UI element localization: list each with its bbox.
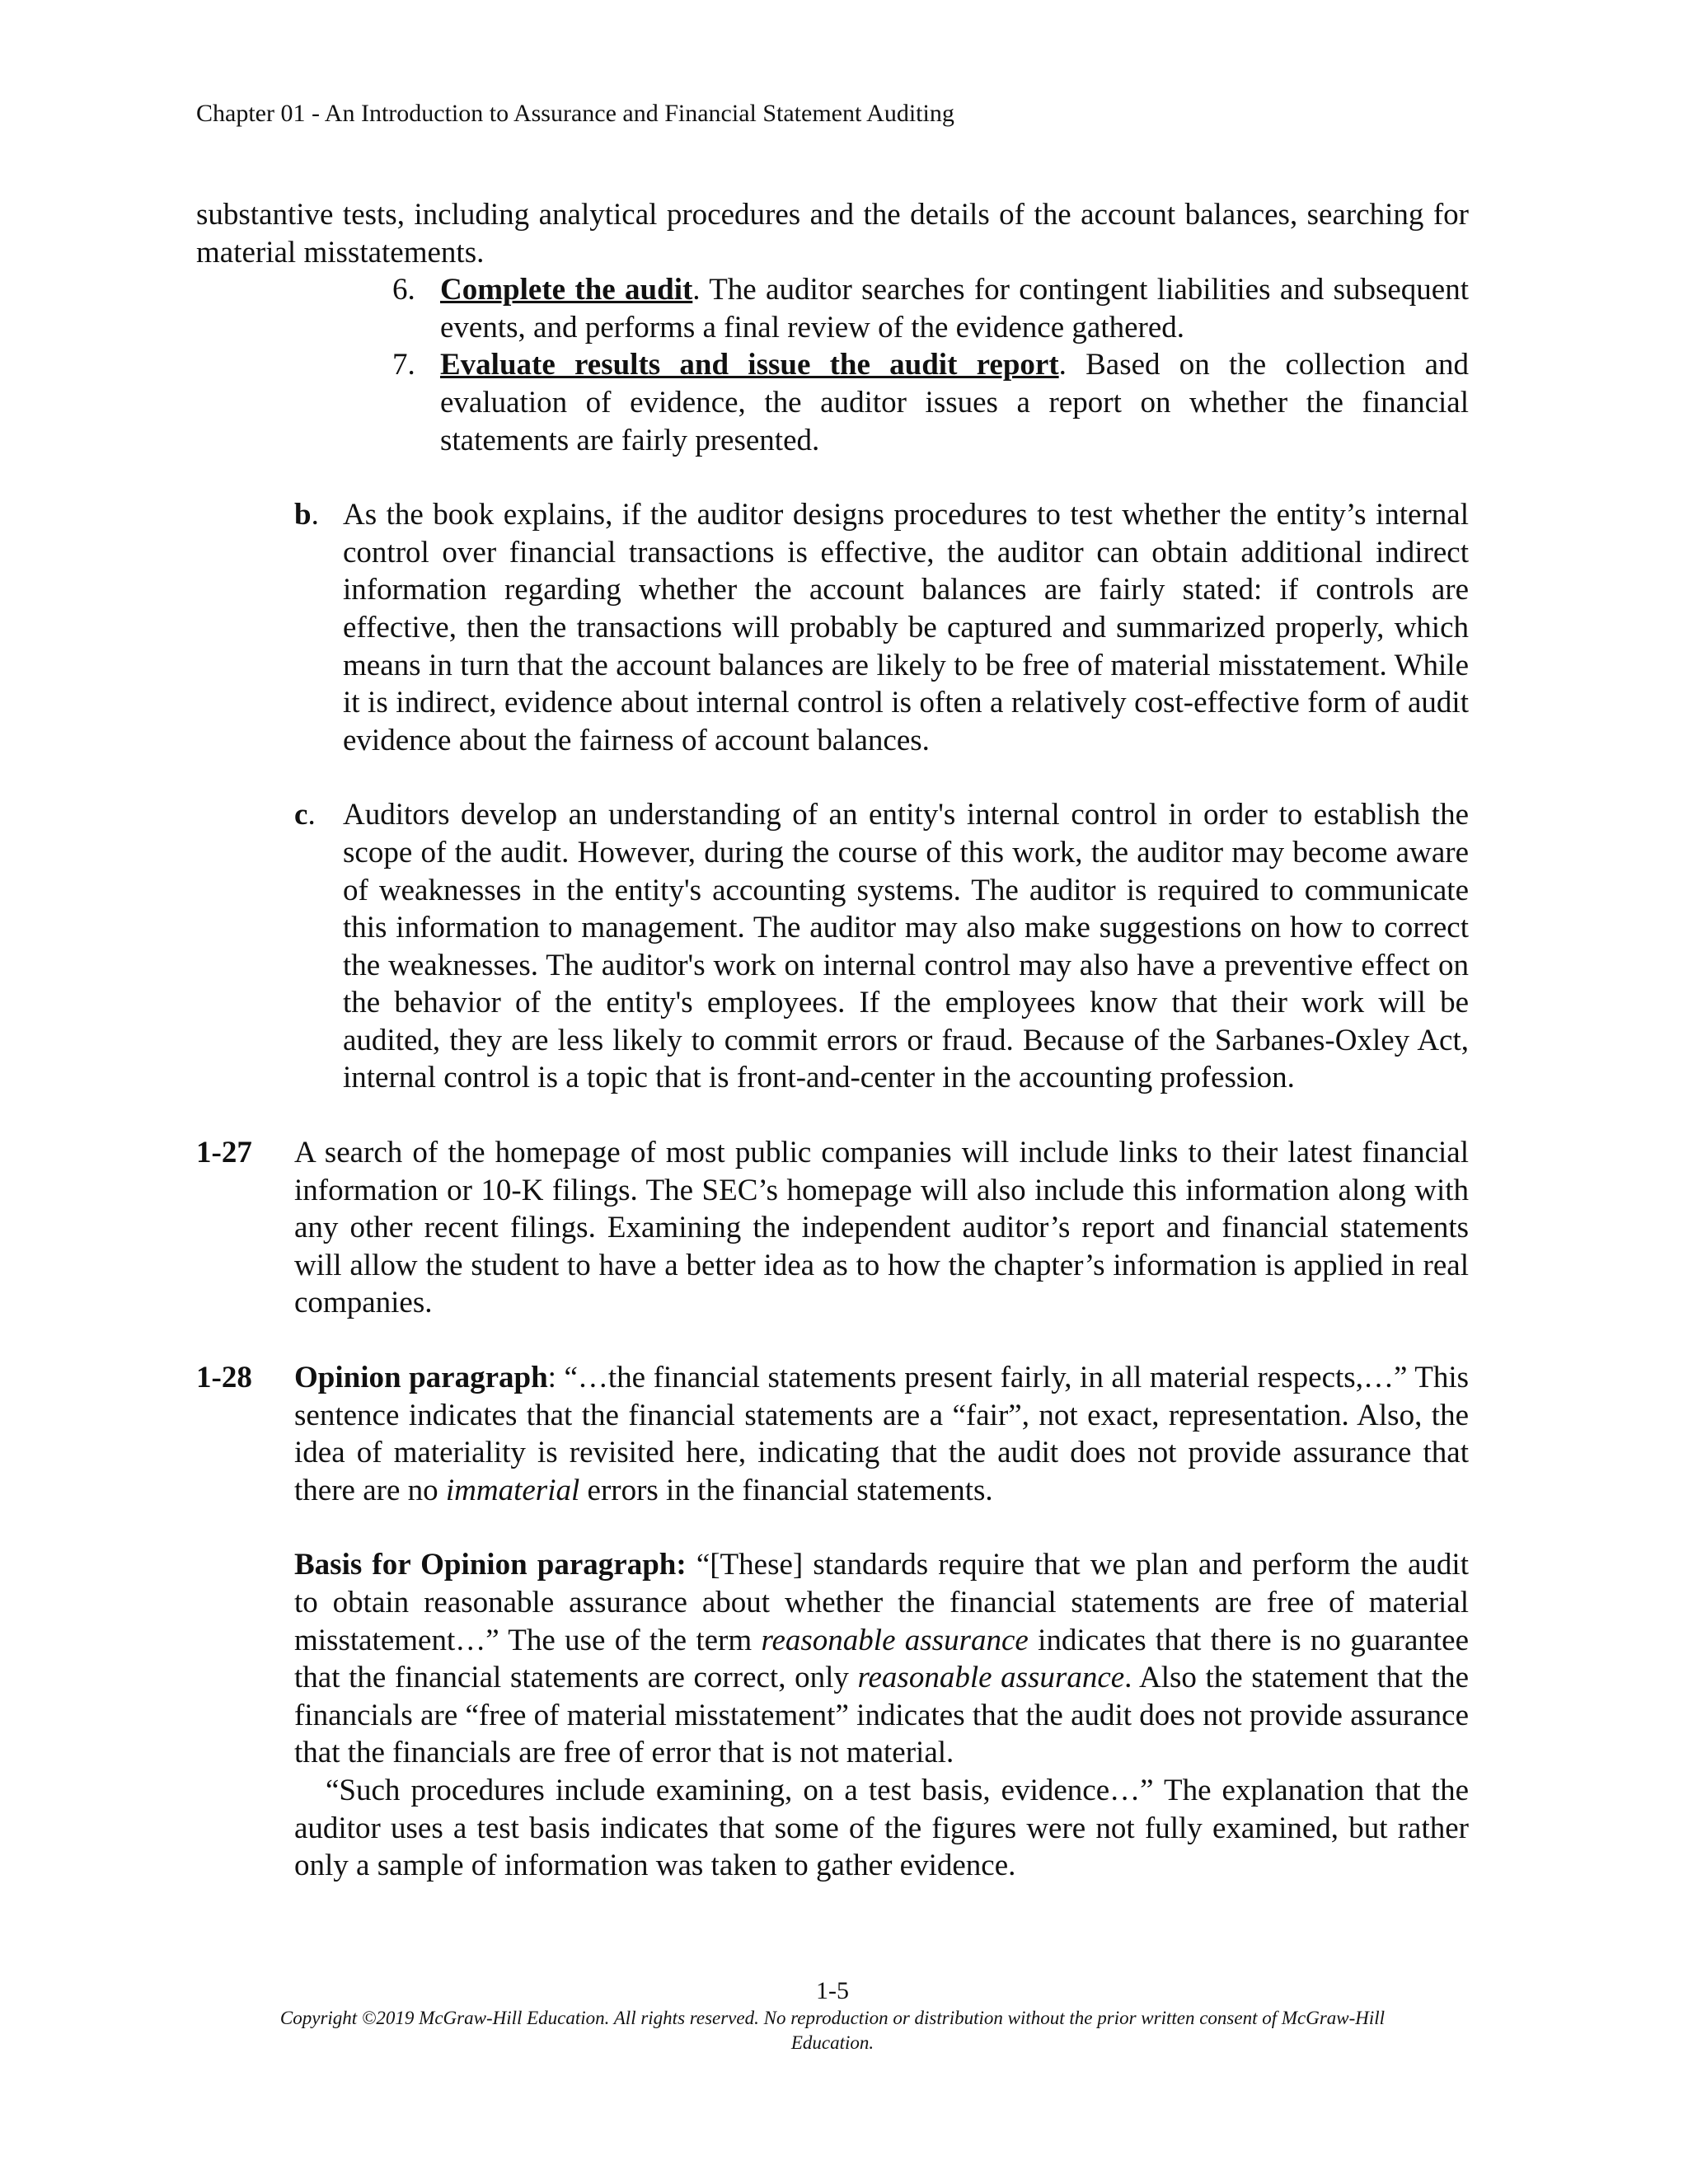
list-continuation: substantive tests, including analytical procedures and the details of the account balances, searching for material misstatements.	[196, 198, 1469, 269]
item-text: . Based on the collection and evaluation of evidence, the auditor issues a report on whether the financial statements are fairly presented.	[440, 348, 1469, 457]
page-footer	[196, 1976, 1469, 2055]
copyright-notice: Copyright ©2019 McGraw-Hill Education. All rights reserved. No reproduction or distribution without the prior written consent of McGraw-Hill Education.	[279, 2008, 1386, 2053]
basis-text: . Also the statement that the financials are “free of material misstatement” indicates that the audit does not provide assurance that the financials are free of error that is not material.	[294, 1661, 1470, 1770]
lettered-item-c	[196, 796, 1469, 1097]
opinion-heading: Opinion paragraph	[294, 1361, 548, 1395]
page-number: 1-5	[816, 1977, 849, 2004]
numbered-item-6	[196, 271, 1469, 346]
item-heading: Complete the audit	[440, 273, 693, 307]
basis-italic: reasonable assurance	[761, 1623, 1029, 1657]
basis-text: “[These] standards require that we plan and perform the audit to obtain reasonable assurance about whether the financial statements are free of material misstatement…” The use of the term	[294, 1548, 1469, 1657]
question-number: 1-27	[196, 1136, 252, 1170]
item-letter: b.	[294, 498, 319, 532]
item-text: . The auditor searches for contingent liabilities and subsequent events, and performs a final review of the evidence gathered.	[440, 273, 1469, 344]
item-heading: Evaluate results and issue the audit report	[440, 348, 1059, 382]
opinion-italic: immaterial	[445, 1473, 580, 1507]
basis-for-opinion-paragraph	[196, 1546, 1469, 1772]
basis-text: indicates that there is no guarantee that the financial statements are correct, only	[294, 1623, 1469, 1695]
item-number: 7.	[392, 348, 415, 382]
answer-1-28	[196, 1359, 1469, 1509]
lettered-item-b	[196, 496, 1469, 759]
opinion-text: : “…the financial statements present fairly, in all material respects,…” This sentence indicates that the financial statements are a “fair”, not exact, representation. Also, the idea of materiality is revisited here, indicating that the audit does not provide assurance that there are no	[294, 1361, 1469, 1507]
basis-italic: reasonable assurance	[857, 1661, 1125, 1695]
chapter-header: Chapter 01 - An Introduction to Assurance and Financial Statement Auditing	[196, 100, 954, 127]
page-body	[196, 196, 1469, 1885]
item-letter: c.	[294, 798, 316, 832]
numbered-item-7	[196, 346, 1469, 459]
item-text: As the book explains, if the auditor designs procedures to test whether the entity’s internal control over financial transactions is effective, the auditor can obtain additional indirect information regarding whether the account balances are fairly stated: if controls are effective, then the transactions will probably be captured and summarized properly, which means in turn that the account balances are likely to be free of material misstatement. While it is indirect, evidence about internal control is often a relatively cost-effective form of audit evidence about the fairness of account balances.	[343, 498, 1469, 757]
answer-text: A search of the homepage of most public companies will include links to their latest financial information or 10-K filings. The SEC’s homepage will also include this information along with any other recent filings. Examining the independent auditor’s report and financial statements will allow the student to have a better idea as to how the chapter’s information is applied in real companies.	[294, 1136, 1469, 1320]
answer-1-27	[196, 1134, 1469, 1322]
opinion-text-end: errors in the financial statements.	[579, 1473, 993, 1507]
item-number: 6.	[392, 273, 415, 307]
question-number: 1-28	[196, 1361, 252, 1395]
procedures-paragraph: “Such procedures include examining, on a test basis, evidence…” The explanation that the auditor uses a test basis indicates that some of the figures were not fully examined, but rather only a sample of information was taken to gather evidence.	[294, 1773, 1469, 1883]
basis-heading: Basis for Opinion paragraph:	[294, 1548, 687, 1582]
item-text: Auditors develop an understanding of an entity's internal control in order to establish the scope of the audit. However, during the course of this work, the auditor may become aware of weaknesses in the entity's accounting systems. The auditor is required to communicate this information to management. The auditor may also make suggestions on how to correct the weaknesses. The auditor's work on internal control may also have a preventive effect on the behavior of the entity's employees. If the employees know that their work will be audited, they are less likely to commit errors or fraud. Because of the Sarbanes-Oxley Act, internal control is a topic that is front-and-center in the accounting profession.	[343, 798, 1469, 1095]
